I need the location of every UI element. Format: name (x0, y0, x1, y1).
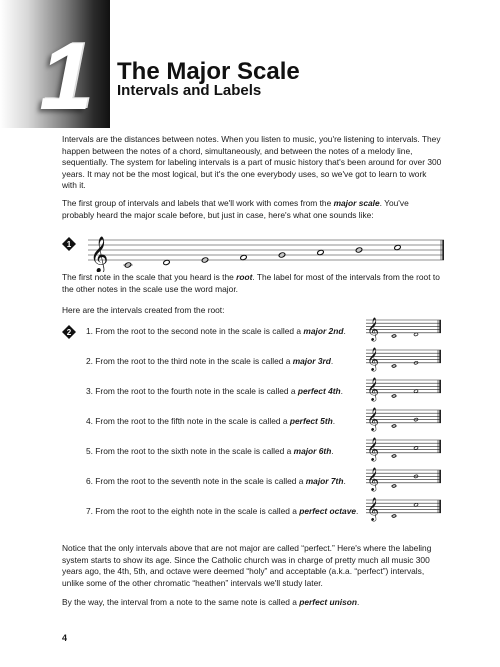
interval-term: perfect 5th (289, 416, 333, 426)
whole-note (163, 259, 170, 265)
interval-term: major 6th (293, 446, 332, 456)
interval-description: 3. From the root to the fourth note in the scale is called a (86, 386, 298, 396)
root-term: root (236, 272, 253, 282)
interval-term: perfect octave (299, 506, 357, 516)
interval-item (86, 506, 358, 516)
intro-paragraph: Intervals are the distances between notes. When you listen to music, you're listening to intervals. They happen between the notes of a chord, simultaneously, and between the notes of a melody line, sequentially. The system for labeling intervals is a part of music history that's been around for over 300 years. It may not be the most logical, but it's the one everybody uses, so we've got to learn to work with it. (62, 134, 442, 191)
unison-paragraph (62, 597, 442, 609)
audio-track-badge-2[interactable] (62, 325, 76, 339)
treble-clef-icon: 𝄞 (90, 236, 109, 272)
interval-period: . (332, 416, 336, 426)
interval-period: . (331, 446, 334, 456)
chapter-number: 1 (39, 23, 93, 130)
interval-period: . (340, 386, 343, 396)
svg-text:2: 2 (66, 328, 72, 337)
interval-description: 7. From the root to the eighth note in the scale is called a (86, 506, 300, 516)
treble-clef-icon: 𝄞 (367, 497, 379, 521)
treble-clef-icon: 𝄞 (367, 467, 379, 491)
interval-period: . (343, 326, 346, 336)
page-number: 4 (62, 633, 68, 643)
first-group-text: The first group of intervals and labels that we'll work with comes from the (62, 198, 334, 208)
interval-period: . (343, 476, 346, 486)
interval-description: 2. From the root to the third note in the scale is called a (86, 356, 293, 366)
whole-note (317, 249, 324, 255)
treble-clef-icon: 𝄞 (367, 407, 379, 431)
unison-text-end: . (356, 597, 360, 607)
treble-clef-icon: 𝄞 (367, 317, 379, 341)
interval-item (86, 356, 333, 366)
chapter-title: The Major Scale (117, 58, 300, 85)
interval-staff (366, 314, 441, 344)
root-text-end: . The label for most of the intervals from the root to the other notes in the scale use the word major. (62, 272, 440, 294)
first-group-paragraph (62, 198, 442, 221)
treble-clef-icon: 𝄞 (367, 437, 379, 461)
interval-period: . (356, 506, 359, 516)
interval-staff (366, 344, 441, 374)
interval-item (86, 326, 346, 336)
interval-staff (366, 374, 441, 404)
whole-note (240, 254, 247, 260)
interval-description: 1. From the root to the second note in the scale is called a (86, 326, 304, 336)
interval-description: 4. From the root to the fifth note in the scale is called a (86, 416, 290, 426)
interval-staff (366, 434, 441, 464)
interval-item (86, 416, 335, 426)
here-are-paragraph: Here are the intervals created from the root: (62, 305, 225, 315)
treble-clef-icon: 𝄞 (367, 347, 379, 371)
interval-term: perfect 4th (297, 386, 341, 396)
chapter-subtitle: Intervals and Labels (117, 82, 262, 99)
interval-staff (366, 464, 441, 494)
major-scale-term: major scale (333, 198, 380, 208)
perfect-unison-term: perfect unison (299, 597, 357, 607)
interval-term: major 2nd (303, 326, 344, 336)
interval-staff (366, 404, 441, 434)
treble-clef-icon: 𝄞 (367, 377, 379, 401)
root-text: The first note in the scale that you heard is the (62, 272, 237, 282)
first-group-text-end: . You've probably heard the major scale before, but just in case, here's what one sounds like: (62, 198, 409, 220)
track-diamond-icon (62, 237, 76, 251)
interval-item (86, 446, 334, 456)
interval-item (86, 386, 343, 396)
notice-paragraph: Notice that the only intervals above that are not major are called “perfect.” Here's where the labeling system starts to show its age. Since the Catholic church was in charge of pretty much all music 300 years ago, the 4th, 5th, and octave were deemed “holy” and acceptable (a.k.a. “perfect”) intervals, unlike some of the other chromatic “heathen” intervals we'll study later. (62, 543, 432, 588)
interval-description: 5. From the root to the sixth note in the scale is called a (86, 446, 294, 456)
root-paragraph (62, 272, 442, 295)
interval-term: major 7th (305, 476, 344, 486)
track-diamond-icon (62, 325, 76, 339)
major-scale-staff (88, 232, 444, 272)
svg-text:1: 1 (66, 240, 72, 249)
unison-text: By the way, the interval from a note to the same note is called a (62, 597, 300, 607)
whole-note (394, 244, 401, 250)
interval-period: . (330, 356, 334, 366)
audio-track-badge-1[interactable] (62, 237, 76, 251)
interval-item (86, 476, 346, 486)
interval-description: 6. From the root to the seventh note in the scale is called a (86, 476, 306, 486)
interval-term: major 3rd (292, 356, 331, 366)
interval-staff (366, 494, 441, 524)
